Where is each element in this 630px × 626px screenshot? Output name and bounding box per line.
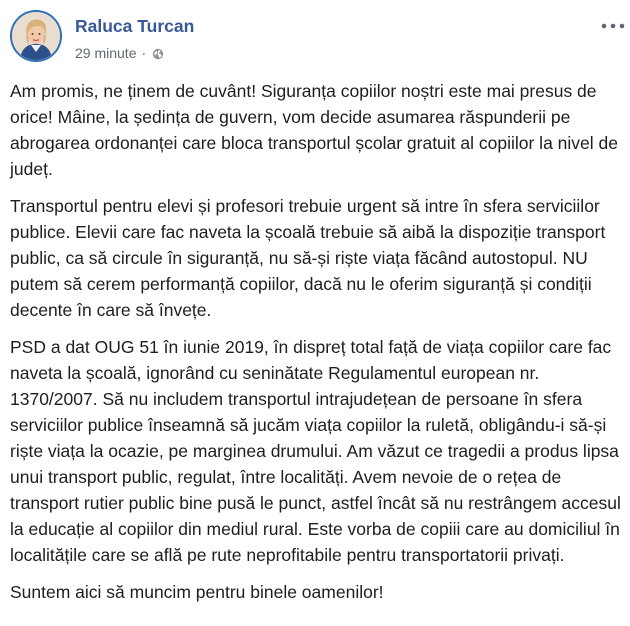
- author-name[interactable]: Raluca Turcan: [75, 16, 195, 36]
- post-timestamp[interactable]: 29 minute: [75, 45, 137, 61]
- post-body: [10, 78, 625, 605]
- post-paragraph-3: PSD a dat OUG 51 în iunie 2019, în dispreț total față de viața copiilor care fac naveta la școală, ignorând cu seninătate Regulamentul european nr. 1370/2007. Să nu includem transportul intrajudețean de persoane în sfera serviciilor publice înseamnă să jucăm viața copiilor la ruletă, obligându-i să-și riște viața la ocazie, pe marginea drumului. Am văzut ce tragedii a produs lipsa unui transport public, regulat, între localități. Avem nevoie de o rețea de transport rutier public bine pusă le punct, astfel încât să nu restrângem accesul la educație al copiilor din mediul rural. Este vorba de copiii care au domiciliul în localitățile care se află pe rute neprofitabile pentru transportatorii privați.: [10, 337, 621, 565]
- post-paragraph-2: Transportul pentru elevi și profesori trebuie urgent să intre în sfera serviciilor publice. Elevii care fac naveta la școală trebuie să aibă la dispoziție transport public, ca să circule în siguranță, nu să-și riște viața făcând autostopul. NU putem să cerem performanță copiilor, dacă nu le oferim siguranță și condiții decente în care să învețe.: [10, 196, 606, 320]
- meta-separator: ·: [141, 45, 147, 61]
- post-header: [10, 10, 622, 62]
- more-options-icon[interactable]: [598, 20, 628, 40]
- post-paragraph-4: Suntem aici să muncim pentru binele oamenilor!: [10, 582, 384, 602]
- avatar[interactable]: [10, 10, 62, 62]
- post-paragraph-1: Am promis, ne ținem de cuvânt! Siguranța copiilor noștri este mai presus de orice! Mâine, la ședința de guvern, vom decide asumarea răspunderii pe abrogarea ordonanței care bloca transportul școlar gratuit al copiilor la nivel de județ.: [10, 81, 618, 179]
- globe-icon[interactable]: [152, 47, 164, 59]
- avatar-portrait-icon: [12, 12, 60, 60]
- post-meta: [75, 45, 164, 61]
